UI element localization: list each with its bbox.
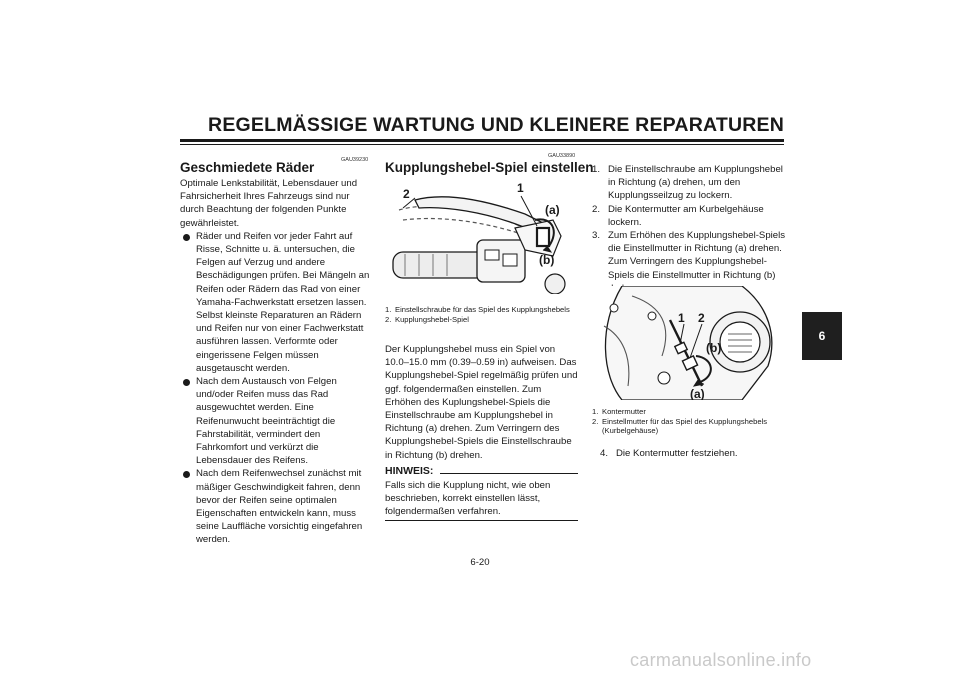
watermark: carmanualsonline.info [630,650,812,670]
hinweis-text [385,479,579,519]
section-code: GAU33890 [548,153,576,159]
step-item: 1. Die Einstellschraube am Kupplungshebel in Richtung (a) drehen, um den Kupplungsseilzug zu lockern. [592,164,783,202]
step-four [600,447,790,460]
page-header-title: REGELMÄSSIGE WARTUNG UND KLEINERE REPARATUREN [208,114,784,136]
figure-label-2: 2 [403,187,410,201]
figure-label-1: 1 [517,181,524,195]
intro-paragraph: Optimale Lenkstabilität, Lebensdauer und Fahrsicherheit Ihres Fahrzeugs sind nur durch Beachtung der folgenden Punkte gewährleistet. [180,178,358,229]
caption-item: 2. Kupplungshebel-Spiel [385,314,469,324]
bullet-icon [183,471,190,478]
list-item [180,375,372,467]
crankcase-figure [592,286,784,400]
list-item [180,230,372,375]
clutch-play-paragraph [385,343,579,462]
caption-item: 1. Einstellschraube für das Spiel des Kupplungshebels [385,305,570,314]
chapter-tab[interactable]: 6 [802,312,842,360]
header-rule [180,139,784,142]
caption-item: 1. Kontermutter [592,407,646,416]
page-number: 6-20 [470,557,490,568]
figure-label-b: (b) [706,341,722,355]
note-paragraph: Falls sich die Kupplung nicht, wie oben beschrieben, korrekt einstellen lässt, folgendermaßen verfahren. [385,480,551,518]
hinweis-rule-bottom [385,520,578,521]
section-title-clutch-lever: Kupplungshebel-Spiel einstellen [385,160,594,175]
bullet-icon [183,234,190,241]
list-item-text: Nach dem Reifenwechsel zunächst mit mäßiger Geschwindigkeit fahren, denn bevor der Reifen seine optimalen Eigenschaften entwickeln kann, muss seine Lauffläche vorsichtig eingefahren werden. [196,468,363,546]
figure-label-1: 1 [678,311,685,325]
section-code: GAU39230 [341,157,369,163]
section-title-forged-wheels: Geschmiedete Räder [180,160,315,175]
crankcase-caption [592,407,784,436]
step-item: 4. Die Kontermutter festziehen. [600,448,738,459]
step-item: 2. Die Kontermutter am Kurbelgehäuse lockern. [592,203,764,228]
bullet-list [180,230,372,547]
figure-label-b: (b) [539,253,555,267]
list-item [180,467,372,546]
figure-label-2: 2 [698,311,705,325]
hinweis-rule-top [440,473,578,474]
hinweis-label: HINWEIS: [385,465,434,477]
caption-item: 2. Einstellmutter für das Spiel des Kupplungshebels (Kurbelgehäuse) [592,416,768,436]
clutch-lever-illustration [385,180,577,294]
list-item-text: Räder und Reifen vor jeder Fahrt auf Risse, Schnitte u. ä. untersuchen, die Felgen auf Verzug und andere Beschädigungen prüfen. Bei Mängeln an Reifen oder Rädern das Rad von einer Yamaha-Fachwerkstatt ersetzen lassen. Selbst kleinste Reparaturen an Rädern und Reifen nur von einer Fachwerkstatt ausführen lassen. Verformte oder eingerissene Felgen müssen ausgetauscht werden. [196,230,370,374]
header-rule-thin [180,144,784,145]
left-column-text [180,177,372,547]
bullet-icon [183,379,190,386]
crankcase-illustration [592,286,784,400]
figure-label-a: (a) [545,203,560,217]
list-item-text: Nach dem Austausch von Felgen und/oder Reifen muss das Rad ausgewuchtet werden. Eine Reifenunwucht beeinträchtigt die Fahrstabilität, vermindert den Fahrkomfort und verkürzt die Lebensdauer des Reifens. [196,376,337,467]
paragraph: Der Kupplungshebel muss ein Spiel von 10.0–15.0 mm (0.39–0.59 in) aufweisen. Das Kupplungshebel-Spiel regelmäßig prüfen und ggf. folgendermaßen einstellen. Zum Erhöhen des Kuplungshebel-Spiels die Einstellschraube am Kupplungshebel in Richtung (a) drehen. Zum Verringern des Kupplungshebel-Spiels die Einstellschraube in Richtung (b) drehen. [385,344,578,461]
figure-label-a: (a) [690,387,705,400]
right-column-steps [592,163,788,295]
clutch-lever-figure [385,180,577,294]
step-item: 3. Zum Erhöhen des Kupplungshebel-Spiels die Einstellmutter in Richtung (a) drehen. Zum Verringern des Kupplungshebel-Spiels die Einstellmutter in Richtung (b) [592,230,786,281]
clutch-lever-caption [385,305,577,324]
